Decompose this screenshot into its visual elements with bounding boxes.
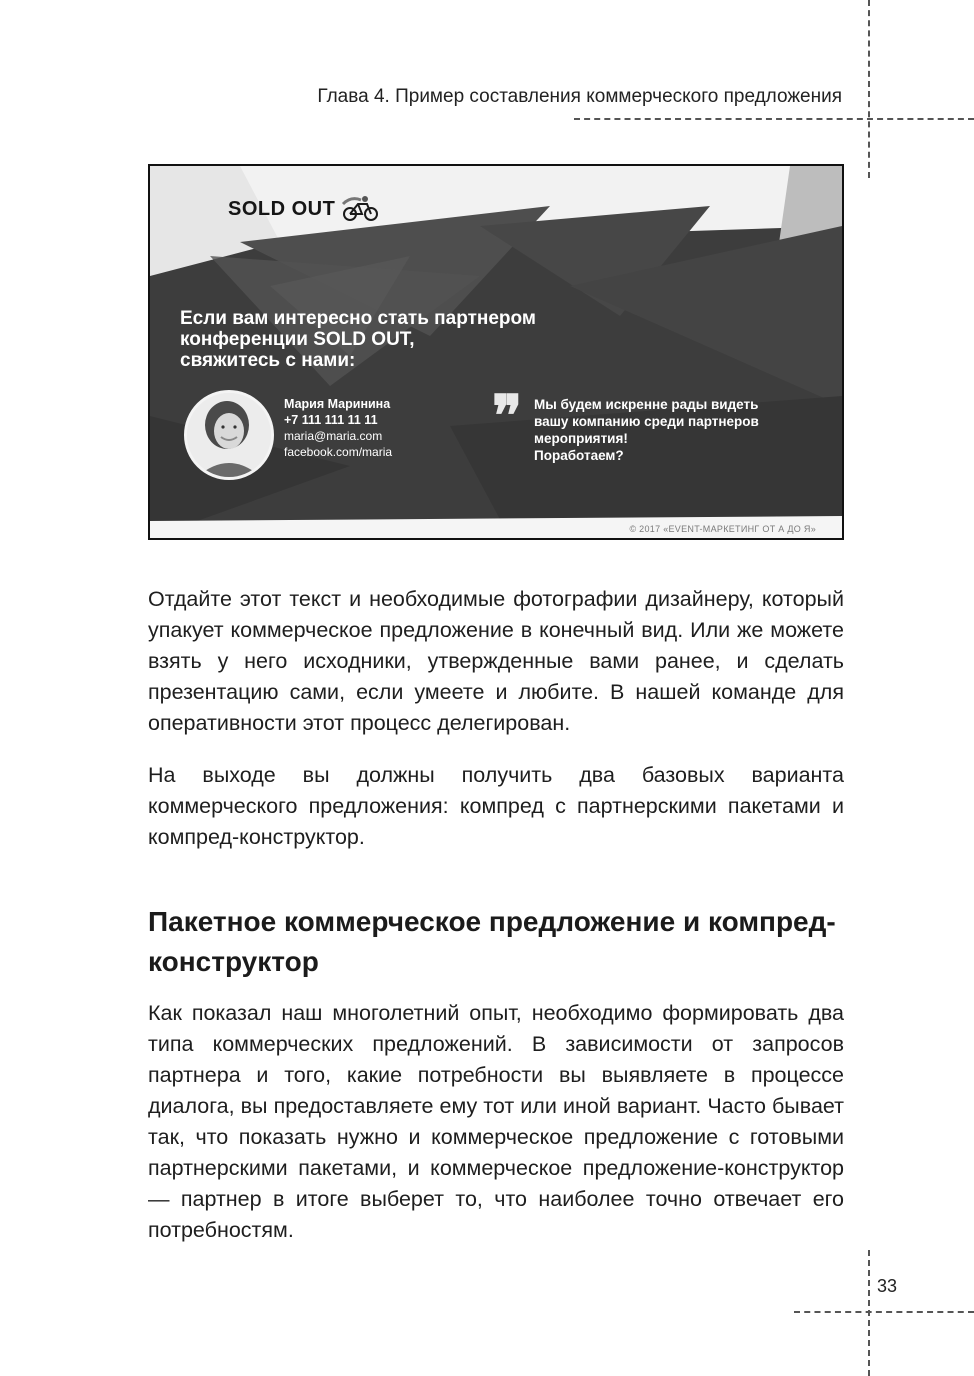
paragraph-3: Как показал наш многолетний опыт, необходимо формировать два типа коммерческих предложений. В зависимости от запросов партнера и того, какие потребности вы выявляете в процессе диалога, вы предоставляете ему тот или иной вариант. Часто бывает так, что показать нужно и коммерческое предложение с готовыми партнерскими пакетами, и коммерческое предложение-конструктор — партнер в итоге выберет то, что наиболее точно отвечает его потребностям. bbox=[148, 1001, 844, 1242]
slide-heading-line-3: свяжитесь с нами: bbox=[180, 350, 356, 371]
slide-heading bbox=[180, 308, 560, 371]
slide-copyright: © 2017 «EVENT-МАРКЕТИНГ ОТ А ДО Я» bbox=[629, 524, 816, 534]
contact-phone: +7 111 111 11 11 bbox=[284, 413, 378, 427]
crop-guide-top-right bbox=[868, 0, 870, 178]
bicycle-icon bbox=[341, 196, 381, 222]
contact-social: facebook.com/maria bbox=[284, 445, 393, 459]
quote-icon: ❞ bbox=[492, 383, 523, 449]
crop-guide-bottom-right bbox=[868, 1250, 870, 1376]
section-title: Пакетное коммерческое предложение и компред-конструктор bbox=[148, 906, 836, 977]
slide-quote-line-4: Поработаем? bbox=[534, 448, 624, 463]
paragraph-2: На выходе вы должны получить два базовых варианта коммерческого предложения: компред с партнерскими пакетами и компред-конструктор. bbox=[148, 763, 844, 849]
contact-name: Мария Маринина bbox=[284, 397, 391, 411]
running-header: Глава 4. Пример составления коммерческого предложения bbox=[317, 86, 842, 107]
slide-quote-line-2: вашу компанию среди партнеров bbox=[534, 414, 759, 429]
logo-text: SOLD OUT bbox=[228, 197, 336, 220]
sold-out-logo bbox=[228, 196, 381, 222]
slide-quote-line-1: Мы будем искренне рады видеть bbox=[534, 397, 759, 412]
contact-email: maria@maria.com bbox=[284, 429, 383, 443]
slide-quote-line-3: мероприятия! bbox=[534, 431, 628, 446]
page-number: 33 bbox=[877, 1276, 898, 1296]
contact-details bbox=[284, 396, 392, 460]
slide-heading-line-2: конференции SOLD OUT, bbox=[180, 329, 415, 350]
crop-guide-header-rule bbox=[574, 118, 974, 120]
crop-guide-footer-rule bbox=[794, 1311, 974, 1313]
paragraph-1: Отдайте этот текст и необходимые фотографии дизайнеру, который упакует коммерческое предложение в конечный вид. Или же можете взять у него исходники, утвержденные вами ранее, и сделать презентацию сами, если умеете и любите. В нашей команде для оперативности этот процесс делегирован. bbox=[148, 587, 844, 735]
contact-avatar bbox=[184, 390, 274, 480]
slide-heading-line-1: Если вам интересно стать партнером bbox=[180, 308, 536, 329]
contact-photo bbox=[187, 393, 271, 477]
slide-quote bbox=[534, 396, 794, 464]
partner-offer-slide bbox=[148, 164, 844, 540]
